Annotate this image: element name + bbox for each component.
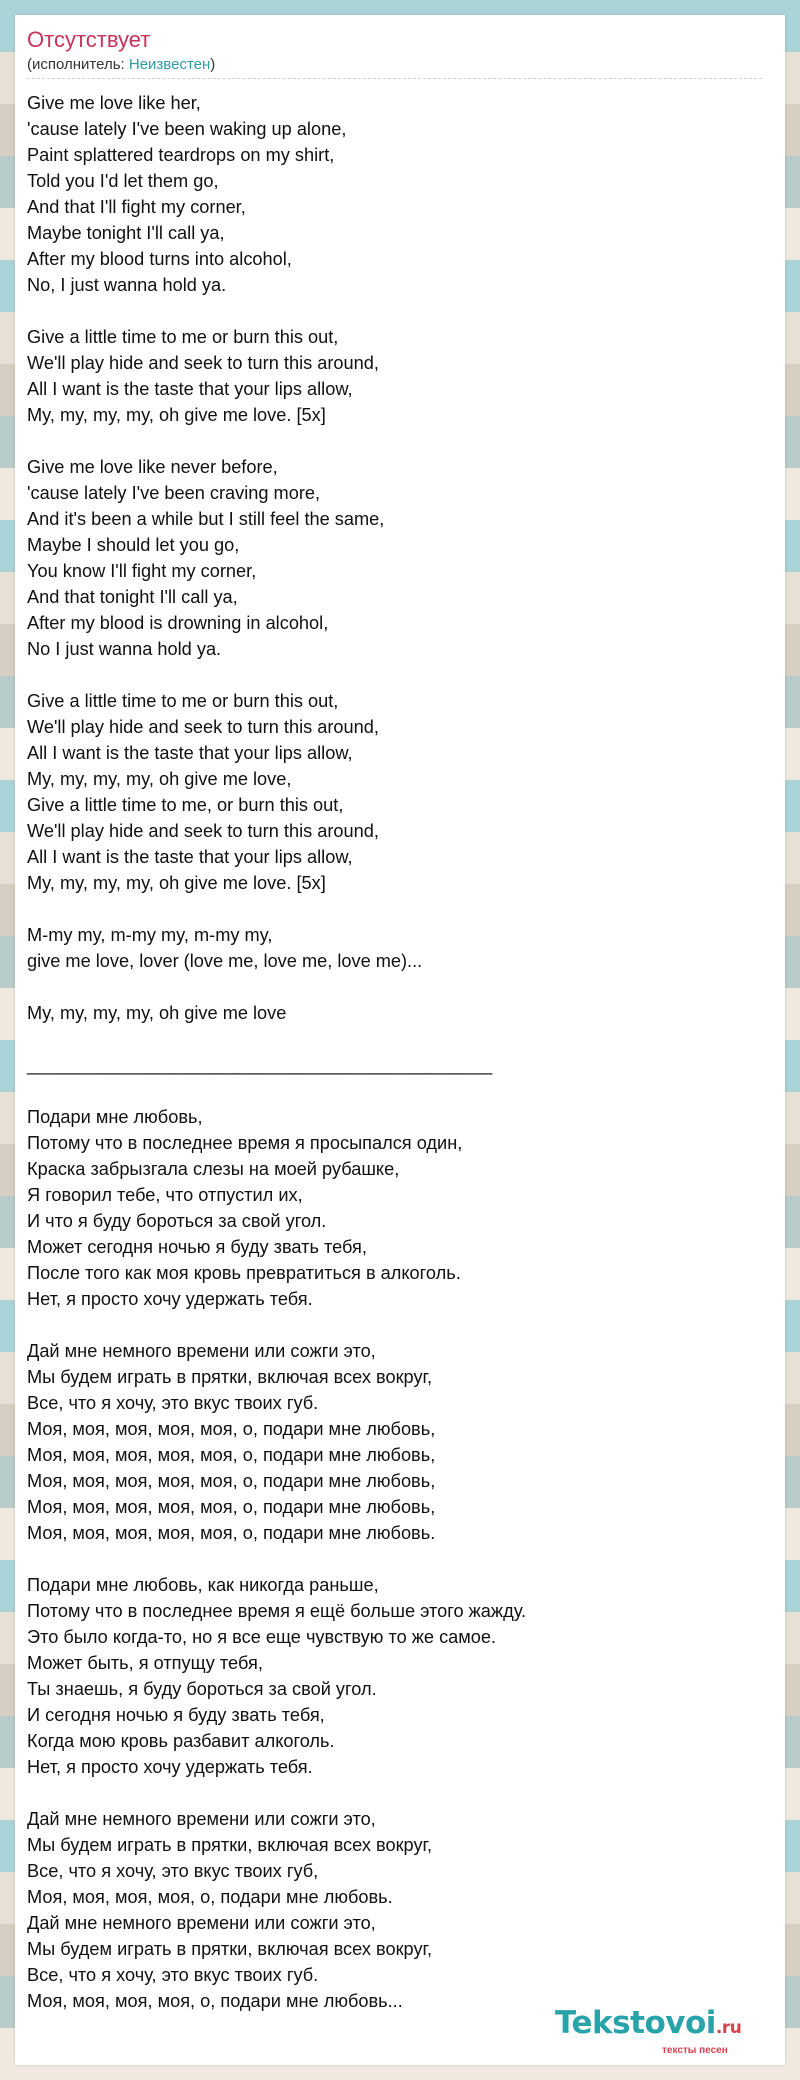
lyrics-line: 'cause lately I've been craving more, [27, 483, 321, 503]
lyrics-blank-line [27, 1546, 767, 1572]
lyrics-line: We'll play hide and seek to turn this around, [27, 353, 379, 373]
lyrics-line: M-my my, m-my my, m-my my, [27, 925, 273, 945]
lyrics-line: Maybe I should let you go, [27, 535, 240, 555]
lyrics-blank-line [27, 1078, 767, 1104]
lyrics-text [27, 90, 767, 2014]
logo-tagline: тексты песен [662, 2045, 728, 2056]
lyrics-line: Моя, моя, моя, моя, о, подари мне любовь. [27, 1887, 393, 1907]
lyrics-line: Told you I'd let them go, [27, 171, 219, 191]
lyrics-line: Может быть, я отпущу тебя, [27, 1653, 263, 1673]
lyrics-line: Мы будем играть в прятки, включая всех вокруг, [27, 1835, 433, 1855]
lyrics-line: And it's been a while but I still feel the same, [27, 509, 385, 529]
lyrics-line: Когда мою кровь разбавит алкоголь. [27, 1731, 335, 1751]
lyrics-blank-line [27, 1780, 767, 1806]
lyrics-line: 'cause lately I've been waking up alone, [27, 119, 347, 139]
lyrics-line: Give a little time to me or burn this out, [27, 327, 339, 347]
logo-suffix: .ru [715, 2018, 742, 2038]
lyrics-separator: ______________________________________________ [27, 1055, 493, 1075]
lyrics-line: Maybe tonight I'll call ya, [27, 223, 225, 243]
lyrics-line: Дай мне немного времени или сожги это, [27, 1341, 376, 1361]
lyrics-line: Подари мне любовь, [27, 1107, 203, 1127]
lyrics-line: give me love, lover (love me, love me, love me)... [27, 951, 423, 971]
lyrics-line: And that tonight I'll call ya, [27, 587, 238, 607]
lyrics-line: Моя, моя, моя, моя, моя, о, подари мне любовь, [27, 1497, 436, 1517]
lyrics-line: Подари мне любовь, как никогда раньше, [27, 1575, 379, 1595]
lyrics-blank-line [27, 428, 767, 454]
lyrics-line: Give me love like never before, [27, 457, 278, 477]
lyrics-line: Краска забрызгала слезы на моей рубашке, [27, 1159, 400, 1179]
lyrics-line: Мы будем играть в прятки, включая всех вокруг, [27, 1939, 433, 1959]
lyrics-line: Мы будем играть в прятки, включая всех вокруг, [27, 1367, 433, 1387]
lyrics-line: Нет, я просто хочу удержать тебя. [27, 1289, 313, 1309]
lyrics-line: Все, что я хочу, это вкус твоих губ. [27, 1965, 319, 1985]
lyrics-line: All I want is the taste that your lips allow, [27, 847, 353, 867]
lyrics-line: Моя, моя, моя, моя, моя, о, подари мне любовь. [27, 1523, 436, 1543]
lyrics-line: No, I just wanna hold ya. [27, 275, 227, 295]
lyrics-line: And that I'll fight my corner, [27, 197, 246, 217]
lyrics-line: Это было когда-то, но я все еще чувствую то же самое. [27, 1627, 497, 1647]
lyrics-line: After my blood is drowning in alcohol, [27, 613, 329, 633]
artist-suffix: ) [210, 56, 216, 73]
lyrics-line: My, my, my, my, oh give me love, [27, 769, 292, 789]
lyrics-line: Ты знаешь, я буду бороться за свой угол. [27, 1679, 377, 1699]
title-divider [27, 78, 762, 79]
lyrics-line: И сегодня ночью я буду звать тебя, [27, 1705, 325, 1725]
lyrics-line: Я говорил тебе, что отпустил их, [27, 1185, 303, 1205]
logo-name: Tekstovoi [555, 2005, 716, 2041]
site-logo[interactable] [555, 2005, 741, 2041]
lyrics-line: После того как моя кровь превратиться в алкоголь. [27, 1263, 461, 1283]
lyrics-blank-line [27, 662, 767, 688]
artist-link[interactable]: Неизвестен [128, 56, 211, 73]
lyrics-line: Моя, моя, моя, моя, моя, о, подари мне любовь, [27, 1419, 436, 1439]
lyrics-line: Все, что я хочу, это вкус твоих губ, [27, 1861, 319, 1881]
lyrics-line: All I want is the taste that your lips allow, [27, 379, 353, 399]
lyrics-blank-line [27, 1026, 767, 1052]
lyrics-line: Моя, моя, моя, моя, моя, о, подари мне любовь, [27, 1471, 436, 1491]
lyrics-line: Может сегодня ночью я буду звать тебя, [27, 1237, 367, 1257]
lyrics-line: My, my, my, my, oh give me love [27, 1003, 287, 1023]
lyrics-line: Paint splattered teardrops on my shirt, [27, 145, 335, 165]
lyrics-line: Потому что в последнее время я просыпался один, [27, 1133, 463, 1153]
lyrics-line: Дай мне немного времени или сожги это, [27, 1913, 376, 1933]
lyrics-blank-line [27, 298, 767, 324]
lyrics-line: Give me love like her, [27, 93, 201, 113]
lyrics-line: Give a little time to me, or burn this out, [27, 795, 344, 815]
lyrics-line: Моя, моя, моя, моя, моя, о, подари мне любовь, [27, 1445, 436, 1465]
lyrics-line: We'll play hide and seek to turn this around, [27, 717, 379, 737]
artist-line [27, 56, 215, 73]
lyrics-line: All I want is the taste that your lips allow, [27, 743, 353, 763]
lyrics-line: After my blood turns into alcohol, [27, 249, 292, 269]
lyrics-blank-line [27, 1312, 767, 1338]
lyrics-blank-line [27, 896, 767, 922]
lyrics-line: Give a little time to me or burn this out, [27, 691, 339, 711]
lyrics-line: You know I'll fight my corner, [27, 561, 257, 581]
lyrics-line: No I just wanna hold ya. [27, 639, 222, 659]
lyrics-line: My, my, my, my, oh give me love. [5x] [27, 405, 326, 425]
lyrics-line: Потому что в последнее время я ещё больше этого жажду. [27, 1601, 527, 1621]
artist-prefix: (исполнитель: [27, 56, 129, 73]
lyrics-line: Нет, я просто хочу удержать тебя. [27, 1757, 313, 1777]
lyrics-line: Моя, моя, моя, моя, о, подари мне любовь... [27, 1991, 403, 2011]
lyrics-line: Все, что я хочу, это вкус твоих губ. [27, 1393, 319, 1413]
lyrics-line: И что я буду бороться за свой угол. [27, 1211, 327, 1231]
lyrics-line: Дай мне немного времени или сожги это, [27, 1809, 376, 1829]
lyrics-blank-line [27, 974, 767, 1000]
song-title: Отсутствует [27, 27, 151, 52]
lyrics-line: My, my, my, my, oh give me love. [5x] [27, 873, 326, 893]
lyrics-line: We'll play hide and seek to turn this around, [27, 821, 379, 841]
